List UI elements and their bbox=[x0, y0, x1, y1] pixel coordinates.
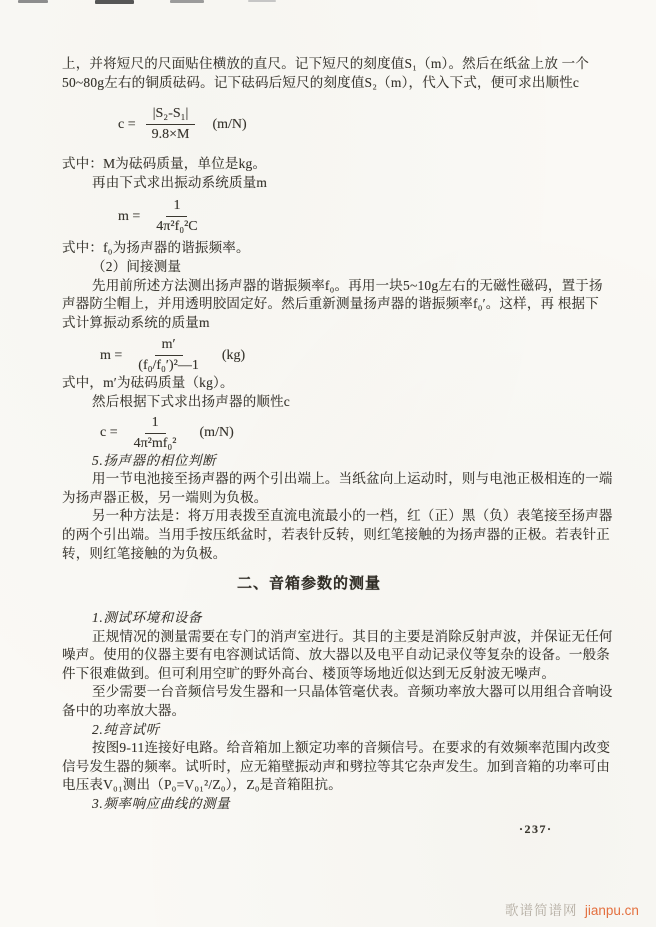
subsection-heading-frequency-response: 3.频率响应曲线的测量 bbox=[92, 796, 231, 812]
text-line: （2）间接测量 bbox=[92, 258, 182, 274]
text-line: 声器防尘帽上，并用透明胶固定好。然后重新测量扬声器的谐振频率f₀′。这样，再 根据下 bbox=[62, 296, 599, 312]
fraction-denominator: (f₀/f₀′)²—1 bbox=[138, 358, 199, 374]
subsection-heading-phase-judgement: 5.扬声器的相位判断 bbox=[92, 452, 217, 468]
formula-unit: (m/N) bbox=[199, 425, 234, 441]
text-line: 再由下式求出振动系统质量m bbox=[92, 174, 268, 190]
text-line: 按图9-11连接好电路。给音箱加上额定功率的音频信号。在要求的有效频率范围内改变 bbox=[92, 740, 611, 756]
formula-moving-mass-indirect bbox=[100, 337, 620, 374]
text-line: 为扬声器正极，另一端则为负极。 bbox=[62, 489, 268, 505]
formula-unit: (kg) bbox=[221, 347, 246, 363]
fraction-numerator: m′ bbox=[155, 337, 183, 356]
text-line: 正规情况的测量需要在专门的消声室进行。其目的主要是消除反射声波，并保证无任何 bbox=[92, 628, 613, 644]
formula-lhs: c = bbox=[118, 116, 136, 132]
fraction-numerator: 1 bbox=[145, 415, 166, 434]
formula-compliance-direct bbox=[118, 106, 620, 143]
subsection-heading-test-environment: 1.测试环境和设备 bbox=[92, 610, 203, 626]
watermark-site-name: 歌谱简谱网 bbox=[505, 903, 578, 918]
scan-artifact-mark bbox=[95, 0, 134, 4]
text-line: 式中：f₀为扬声器的谐振频率。 bbox=[62, 240, 250, 256]
section-heading-speaker-box-parameters: 二、音箱参数的测量 bbox=[236, 576, 381, 593]
fraction bbox=[127, 415, 184, 452]
text-line: 然后根据下式求出扬声器的顺性c bbox=[92, 393, 290, 409]
text-line: 转，则红笔接触的为负极。 bbox=[62, 545, 227, 561]
text-line: 电压表V₀₁测出（P₀=V₀₁²/Z₀），Z₀是音箱阻抗。 bbox=[62, 777, 342, 793]
formula-compliance-indirect bbox=[100, 415, 620, 452]
fraction bbox=[145, 106, 197, 143]
text-line: 的两个引出端。当用手按压纸盆时，若表针反转，则红笔接触的为扬声器的正极。若表针正 bbox=[62, 526, 610, 542]
scan-artifact-mark bbox=[170, 0, 204, 3]
fraction bbox=[131, 337, 206, 374]
text-line: 先用前所述方法测出扬声器的谐振频率f₀。再用一块5~10g左右的无磁性磁码，置于扬 bbox=[92, 277, 603, 293]
fraction-numerator: 1 bbox=[166, 198, 187, 217]
formula-lhs: m = bbox=[100, 347, 123, 363]
fraction-denominator: 4π²mf₀² bbox=[133, 435, 177, 451]
text-line: 式计算振动系统的质量m bbox=[62, 314, 210, 330]
text-line: 50~80g左右的铜质砝码。记下砝码后短尺的刻度值S₂（m），代入下式，便可求出顺性c bbox=[62, 74, 580, 90]
text-line: 件下很难做到。但可利用空旷的野外高台、楼顶等场地近似达到无反射波无噪声。 bbox=[62, 665, 556, 681]
watermark-domain: jianpu.cn bbox=[584, 903, 639, 918]
fraction bbox=[149, 198, 204, 235]
text-line: 另一种方法是：将万用表拨至直流电流最小的一档，红（正）黑（负）表笔接至扬声器 bbox=[92, 508, 613, 524]
subsection-heading-pure-tone: 2.纯音试听 bbox=[92, 721, 160, 737]
text-line: 噪声。使用的仪器主要有电容测试话筒、放大器以及电平自动记录仪等复杂的设备。一般条 bbox=[62, 647, 610, 663]
watermark bbox=[505, 899, 639, 919]
text-line: 备中的功率放大器。 bbox=[62, 703, 186, 719]
fraction-denominator: 9.8×M bbox=[151, 127, 190, 143]
fraction-denominator: 4π²f₀²C bbox=[156, 219, 198, 235]
formula-lhs: c = bbox=[100, 425, 118, 441]
text-line: 至少需要一台音频信号发生器和一只晶体管毫伏表。音频功率放大器可以用组合音响设 bbox=[92, 684, 613, 700]
formula-unit: (m/N) bbox=[212, 116, 247, 132]
formula-lhs: m = bbox=[118, 208, 141, 224]
text-line: 信号发生器的频率。试听时，应无箱壁振动声和劈拉等其它杂声发生。加到音箱的功率可由 bbox=[62, 758, 610, 774]
text-line: 上，并将短尺的尺面贴住横放的直尺。记下短尺的刻度值S₁（m）。然后在纸盆上放 一个 bbox=[62, 56, 590, 71]
page-number: ·237· bbox=[519, 822, 553, 836]
formula-moving-mass bbox=[118, 198, 620, 235]
scan-artifact-mark bbox=[248, 0, 276, 2]
text-line: 式中，m′为砝码质量（kg）。 bbox=[62, 375, 234, 391]
text-line: 用一节电池接至扬声器的两个引出端上。当纸盆向上运动时，则与电池正极相连的一端 bbox=[92, 471, 613, 487]
fraction-numerator: |S₂-S₁| bbox=[146, 106, 196, 125]
scan-artifact-mark bbox=[18, 0, 48, 3]
text-line: 式中：M为砝码质量，单位是kg。 bbox=[62, 156, 267, 172]
page-content bbox=[62, 55, 620, 814]
